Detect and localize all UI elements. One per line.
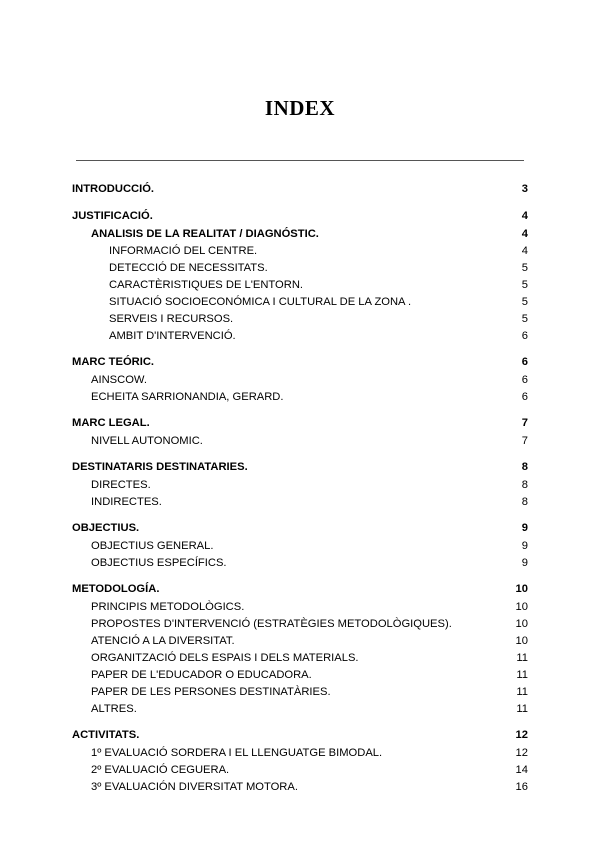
toc-entry-page-number: 11 (516, 652, 528, 664)
toc-entry-label: ACTIVITATS. (72, 729, 140, 741)
toc-section (72, 726, 528, 796)
toc-entry-subsection[interactable] (72, 226, 528, 243)
toc-entry-page-number: 9 (521, 557, 528, 569)
toc-entry-subsection[interactable] (72, 779, 528, 796)
toc-entry-chapter[interactable] (72, 414, 528, 433)
toc-entry-subsection[interactable] (72, 555, 528, 572)
toc-entry-label: ORGANITZACIÓ DELS ESPAIS I DELS MATERIALS. (91, 652, 359, 664)
toc-entry-label: 2º EVALUACIÓ CEGUERA. (91, 764, 230, 776)
toc-entry-page-number: 6 (521, 330, 528, 342)
toc-entry-label: INDIRECTES. (91, 496, 162, 508)
toc-entry-page-number: 5 (521, 313, 528, 325)
toc-entry-page-number: 14 (515, 764, 528, 776)
toc-entry-subsection[interactable] (72, 494, 528, 511)
toc-entry-subsection[interactable] (72, 701, 528, 718)
toc-entry-page-number: 7 (521, 417, 528, 429)
toc-entry-label: 3º EVALUACIÓN DIVERSITAT MOTORA. (91, 781, 298, 793)
toc-entry-label: INFORMACIÓ DEL CENTRE. (109, 245, 258, 257)
toc-entry-subsection[interactable] (72, 477, 528, 494)
toc-entry-label: OBJECTIUS GENERAL. (91, 540, 214, 552)
toc-entry-page-number: 3 (521, 183, 528, 195)
toc-entry-page-number: 4 (521, 210, 528, 222)
toc-entry-label: PRINCIPIS METODOLÒGICS. (91, 601, 245, 613)
toc-entry-page-number: 9 (521, 522, 528, 534)
toc-entry-subsection[interactable] (72, 433, 528, 450)
toc-entry-page-number: 4 (521, 228, 528, 240)
toc-entry-page-number: 4 (521, 245, 528, 257)
toc-entry-page-number: 10 (515, 583, 528, 595)
toc-entry-page-number: 7 (521, 435, 528, 447)
toc-entry-page-number: 11 (516, 703, 528, 715)
toc-entry-label: PROPOSTES D'INTERVENCIÓ (ESTRATÈGIES METODOLÒGIQUES). (91, 618, 452, 630)
toc-entry-page-number: 6 (521, 391, 528, 403)
toc-entry-page-number: 5 (521, 262, 528, 274)
toc-entry-label: DESTINATARIS DESTINATARIES. (72, 461, 248, 473)
toc-entry-label: PAPER DE LES PERSONES DESTINATÀRIES. (91, 686, 331, 698)
toc-entry-page-number: 6 (521, 356, 528, 368)
toc-entry-label: ANALISIS DE LA REALITAT / DIAGNÓSTIC. (91, 228, 319, 240)
toc-entry-page-number: 5 (521, 279, 528, 291)
toc-entry-label: ATENCIÓ A LA DIVERSITAT. (91, 635, 235, 647)
toc-entry-label: JUSTIFICACIÓ. (72, 210, 153, 222)
toc-entry-page-number: 10 (515, 601, 528, 613)
toc-entry-page-number: 11 (516, 669, 528, 681)
toc-entry-subsection[interactable] (72, 538, 528, 555)
toc-entry-chapter[interactable] (72, 353, 528, 372)
toc-entry-subsection[interactable] (72, 616, 528, 633)
toc-entry-label: MARC TEÓRIC. (72, 356, 155, 368)
toc-entry-chapter[interactable] (72, 726, 528, 745)
toc-entry-subsubsection[interactable] (72, 311, 528, 328)
toc-section (72, 519, 528, 572)
toc-entry-subsection[interactable] (72, 684, 528, 701)
toc-entry-label: OBJECTIUS. (72, 522, 140, 534)
page-title: INDEX (264, 96, 336, 120)
toc-section (72, 458, 528, 511)
toc-entry-label: AMBIT D'INTERVENCIÓ. (109, 330, 236, 342)
toc-section (72, 353, 528, 406)
toc-entry-page-number: 5 (521, 296, 528, 308)
toc-section (72, 580, 528, 718)
toc-entry-label: OBJECTIUS ESPECÍFICS. (91, 557, 227, 569)
toc-entry-page-number: 6 (521, 374, 528, 386)
toc-entry-label: ALTRES. (91, 703, 137, 715)
toc-entry-subsubsection[interactable] (72, 243, 528, 260)
toc-entry-page-number: 8 (521, 479, 528, 491)
toc-entry-subsection[interactable] (72, 389, 528, 406)
toc-entry-page-number: 11 (516, 686, 528, 698)
toc-entry-subsection[interactable] (72, 633, 528, 650)
toc-entry-chapter[interactable] (72, 519, 528, 538)
toc-entry-page-number: 12 (515, 747, 528, 759)
toc-entry-chapter[interactable] (72, 207, 528, 226)
toc-section (72, 180, 528, 199)
toc-entry-chapter[interactable] (72, 580, 528, 599)
toc-entry-chapter[interactable] (72, 180, 528, 199)
toc-entry-subsection[interactable] (72, 762, 528, 779)
toc-entry-subsubsection[interactable] (72, 260, 528, 277)
toc-entry-label: METODOLOGÍA. (72, 583, 160, 595)
toc-entry-subsubsection[interactable] (72, 328, 528, 345)
toc-entry-subsection[interactable] (72, 745, 528, 762)
table-of-contents (72, 180, 528, 804)
toc-entry-subsection[interactable] (72, 650, 528, 667)
toc-entry-subsubsection[interactable] (72, 294, 528, 311)
toc-entry-label: MARC LEGAL. (72, 417, 150, 429)
toc-entry-page-number: 10 (515, 635, 528, 647)
toc-entry-label: ECHEITA SARRIONANDIA, GERARD. (91, 391, 284, 403)
toc-section (72, 414, 528, 450)
toc-entry-page-number: 8 (521, 496, 528, 508)
toc-entry-label: INTRODUCCIÓ. (72, 183, 155, 195)
toc-entry-page-number: 9 (521, 540, 528, 552)
toc-entry-page-number: 8 (521, 461, 528, 473)
toc-entry-label: SERVEIS I RECURSOS. (109, 313, 234, 325)
toc-entry-subsubsection[interactable] (72, 277, 528, 294)
title-divider (76, 160, 524, 161)
toc-entry-label: 1º EVALUACIÓ SORDERA I EL LLENGUATGE BIMODAL. (91, 747, 383, 759)
toc-entry-label: DETECCIÓ DE NECESSITATS. (109, 262, 268, 274)
toc-entry-page-number: 12 (515, 729, 528, 741)
toc-section (72, 207, 528, 345)
toc-entry-label: AINSCOW. (91, 374, 147, 386)
toc-entry-label: NIVELL AUTONOMIC. (91, 435, 203, 447)
toc-entry-label: DIRECTES. (91, 479, 151, 491)
toc-entry-chapter[interactable] (72, 458, 528, 477)
toc-entry-page-number: 16 (515, 781, 528, 793)
toc-entry-label: CARACTÈRISTIQUES DE L'ENTORN. (109, 279, 304, 291)
toc-entry-subsection[interactable] (72, 599, 528, 616)
toc-entry-subsection[interactable] (72, 372, 528, 389)
toc-entry-label: SITUACIÓ SOCIOECONÓMICA I CULTURAL DE LA ZONA . (109, 296, 412, 308)
toc-entry-page-number: 10 (515, 618, 528, 630)
toc-entry-subsection[interactable] (72, 667, 528, 684)
toc-entry-label: PAPER DE L'EDUCADOR O EDUCADORA. (91, 669, 312, 681)
